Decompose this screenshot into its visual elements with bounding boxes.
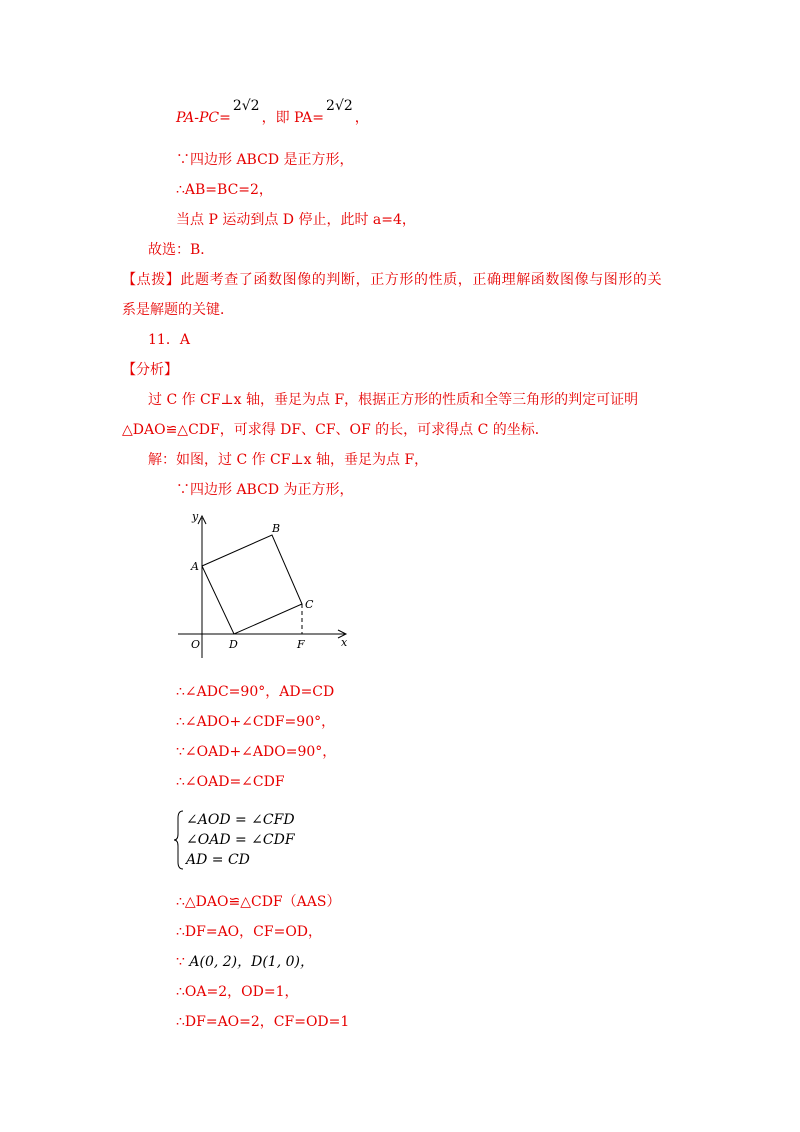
line1-end: ， (354, 110, 369, 126)
pa-mid-label: ，即 PA= (261, 110, 325, 126)
analysis-heading: 【分析】 (122, 362, 178, 378)
line-hint-1: 【点拨】此题考查了函数图像的判断，正方形的性质，正确理解函数图像与图形的关 (122, 272, 663, 288)
system-eq-3: AD = CD (186, 852, 250, 868)
point-a-label: A (191, 560, 199, 573)
line-ab-bc: ∴AB=BC=2， (176, 182, 273, 198)
y-axis-label: y (192, 510, 199, 523)
df-ao-line: ∴DF=AO=2，CF=OD=1 (176, 1014, 350, 1030)
line-point-p-stops: 当点 P 运动到点 D 停止，此时 a=4， (176, 212, 416, 228)
congruence-line: ∴△DAO≌△CDF（AAS） (176, 894, 341, 910)
system-eq-1: ∠AOD = ∠CFD (186, 812, 295, 828)
point-b-label: B (272, 522, 281, 535)
analysis-line-1: 过 C 作 CF⊥x 轴，垂足为点 F，根据正方形的性质和全等三角形的判定可证明 (148, 392, 639, 408)
angle-sum-2-line: ∵∠OAD+∠ADO=90°， (176, 744, 337, 760)
angle-equal-line: ∴∠OAD=∠CDF (176, 774, 285, 790)
coordinate-figure (175, 510, 355, 670)
line-hint-2: 系是解题的关键． (122, 302, 234, 318)
origin-label: O (191, 638, 201, 651)
solution-square: ∵四边形 ABCD 为正方形， (176, 482, 354, 498)
coordinates-line (176, 952, 314, 972)
line-answer-b: 故选：B． (148, 242, 215, 258)
line-pa-pc (176, 98, 369, 128)
angle-adc-line: ∴∠ADC=90°，AD=CD (176, 684, 335, 700)
point-c-label: C (305, 598, 314, 611)
question-11-answer: 11．A (148, 332, 190, 348)
x-axis-label: x (341, 636, 348, 649)
pa-pc-label: PA-PC= (176, 110, 231, 126)
angle-sum-1-line: ∴∠ADO+∠CDF=90°， (176, 714, 336, 730)
point-d-label: D (229, 638, 238, 651)
solution-intro: 解：如图，过 C 作 CF⊥x 轴，垂足为点 F， (148, 452, 429, 468)
root-expression-1: 2√2 (232, 98, 260, 114)
line-square-abcd: ∵四边形 ABCD 是正方形， (176, 152, 354, 168)
system-eq-2: ∠OAD = ∠CDF (186, 832, 295, 848)
coordinates-text: A(0, 2)，D(1, 0)， (189, 954, 314, 970)
df-cf-line: ∴DF=AO，CF=OD， (176, 924, 323, 940)
point-f-label: F (297, 638, 305, 651)
oa-od-line: ∴OA=2，OD=1， (176, 984, 299, 1000)
root-expression-2: 2√2 (326, 98, 353, 114)
because-symbol: ∵ (176, 954, 185, 970)
system-brace (174, 810, 184, 870)
analysis-line-2: △DAO≌△CDF，可求得 DF、CF、OF 的长，可求得点 C 的坐标． (122, 422, 549, 438)
